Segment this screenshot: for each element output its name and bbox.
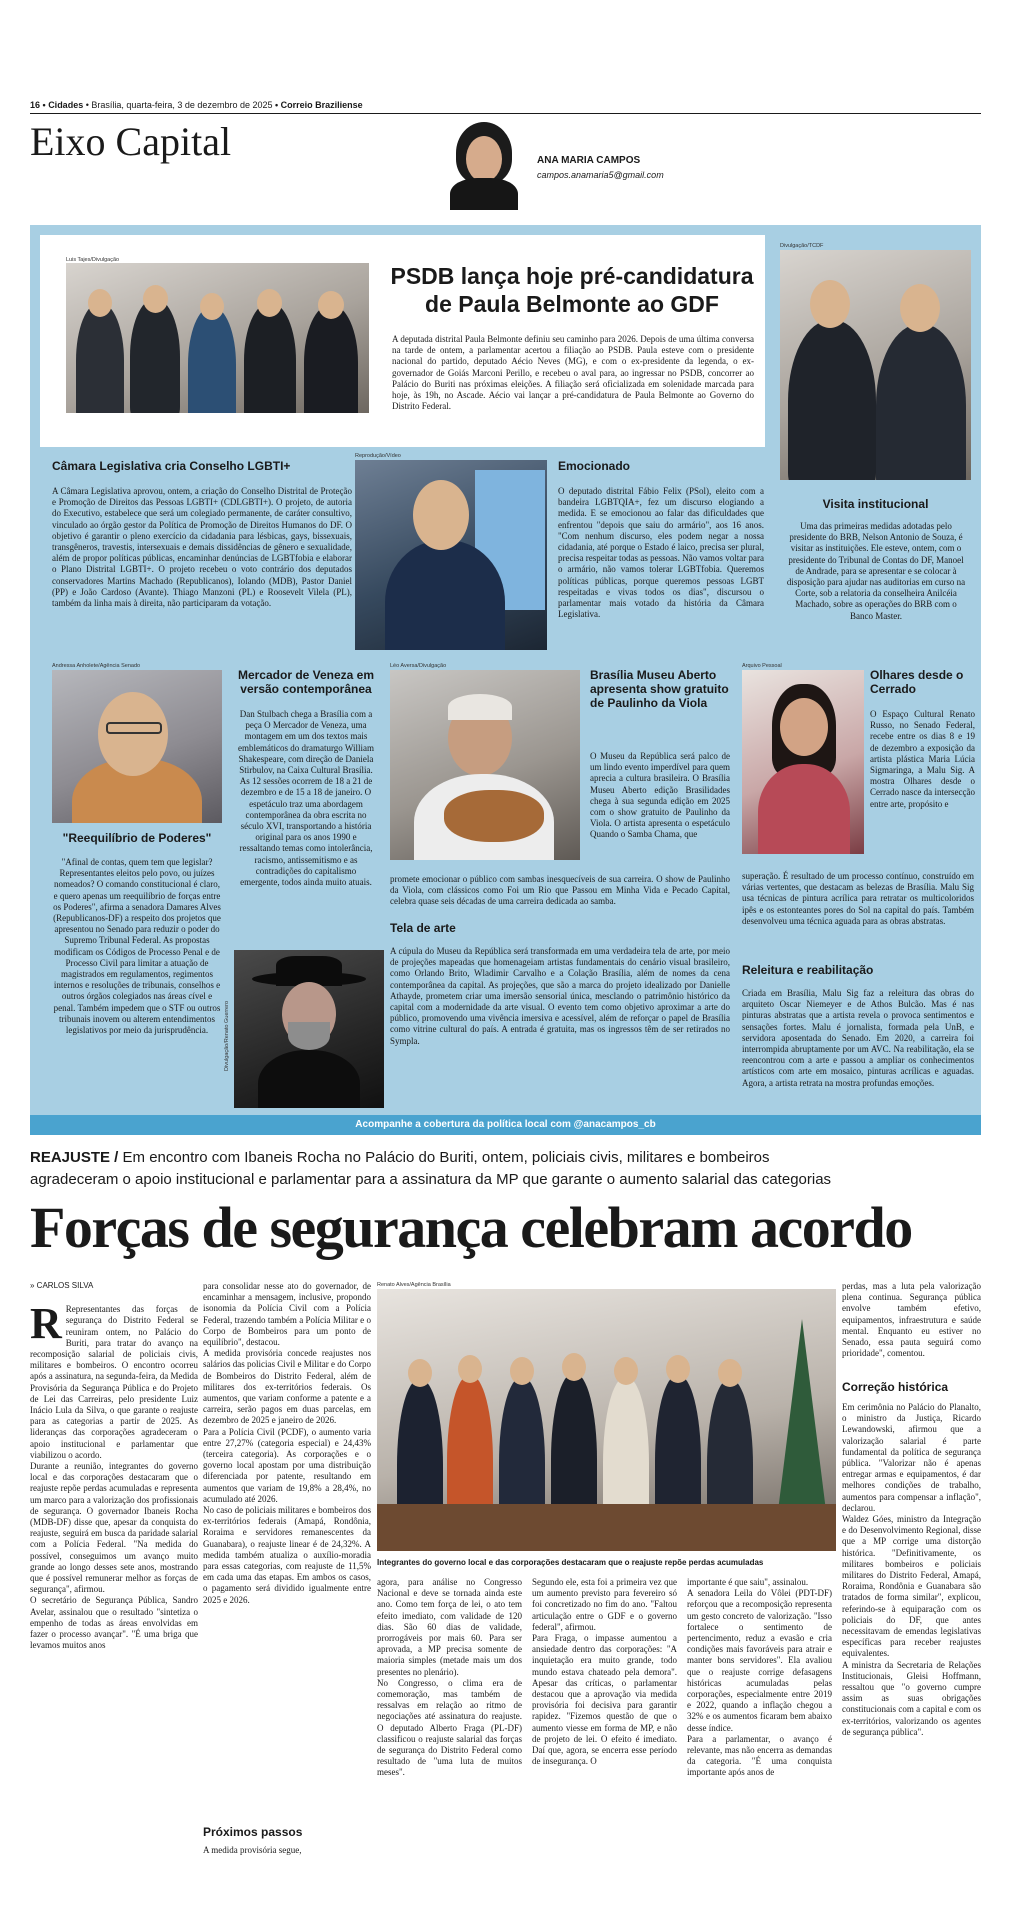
visita-body: Uma das primeiras medidas adotadas pelo presidente do BRB, Nelson Antonio de Souza, é visitar as instituições. Ele esteve, ontem, com o presidente do Tribunal de Contas do DF, Manoel de Andrade, para se apresentar e se colocar à disposição para ajudar nas auditorias em curso na Corte, sob a relatoria da conselheira Anilcéia Machado, sobre as operações do BRB com o Banco Master. xyxy=(786,521,966,621)
photo-credit: Luis Tajes/Divulgação xyxy=(66,257,120,263)
veneza-title: Mercador de Veneza em versão contemporânea xyxy=(237,668,375,696)
lead-headline xyxy=(382,262,762,318)
columnist-portrait xyxy=(438,118,530,210)
columnist-name: ANA MARIA CAMPOS xyxy=(537,155,641,166)
paulinho-body: promete emocionar o público com sambas inesquecíveis de sua carreira. O show de Paulinho da Viola, com clássicos como Foi um Rio que Passou em Minha Vida e Pecado Capital, celebra quase seis décadas de uma carreira dedicada ao samba. xyxy=(390,874,730,907)
camara-title: Câmara Legislativa cria Conselho LGBTI+ xyxy=(52,459,291,473)
lead-headline-line-1: PSDB lança hoje pré-candidatura xyxy=(390,263,754,289)
paper-name: Correio Braziliense xyxy=(280,100,363,110)
tela-body: A cúpula do Museu da República será transformada em uma verdadeira tela de arte, por meio de projeções mapeadas que homenageiam artistas fundamentais do cenário visual brasileiro, como Orlando Brito, Wladimir Carvalho e a Colação Brasília, além de nomes da cena contemporânea da capital. As projeções, que são a marca do projeto idealizado por Danielle Athayde, prometem criar uma imersão sensorial única, mesclando o patrimônio histórico da capital com a modernidade da arte visual. O evento tem como objetivo aproximar a arte do público, promovendo uma vivência imersiva e acessível, além de reforçar o papel de Brasília como vitrine cultural do país. A entrada é gratuita, mas os ingressos têm de ser retirados no Sympla. xyxy=(390,946,730,1046)
lead-headline-line-2: de Paula Belmonte ao GDF xyxy=(425,291,719,317)
emocionado-title: Emocionado xyxy=(558,459,631,473)
reajuste-kicker: REAJUSTE / xyxy=(30,1149,119,1166)
drop-cap: R xyxy=(30,1299,62,1349)
olhares-body-side: O Espaço Cultural Renato Russo, no Senado Federal, recebe entre os dias 8 e 19 de dezembro a exposição da artista plástica Maria Lúcia Sigmaringa, a Malu Sig. A mostra Olhares desde o Cerrado nasce da intersecção entre arte, propósito e xyxy=(870,709,975,809)
social-banner[interactable]: Acompanhe a cobertura da política local com @anacampos_cb xyxy=(30,1115,981,1135)
header-rule xyxy=(30,113,981,114)
visita-title: Visita institucional xyxy=(822,497,929,511)
photo-credit: Arquivo Pessoal xyxy=(742,663,782,669)
page-number: 16 xyxy=(30,100,41,110)
photo-credit: Divulgação/TCDF xyxy=(780,243,824,249)
veneza-body: Dan Stulbach chega a Brasília com a peça O Mercador de Veneza, uma montagem em um dos textos mais emblemáticos do dramaturgo William Shakespeare, com direção de Daniela Stirbulov, na Caixa Cultural Brasília. As 12 sessões ocorrem de 18 a 21 de dezembro e de 15 a 18 de janeiro. O espetáculo traz uma abordagem contemporânea da obra escrita no século XVI, transportando a história original para os anos 1990 e ressaltando temas como intolerância, racismo, antissemitismo e as contradições do capitalismo emergente, todos ainda muito atuais. xyxy=(237,709,375,888)
emocionado-photo xyxy=(355,460,547,650)
reajuste-headline: Forças de segurança celebram acordo xyxy=(30,1195,912,1260)
reajuste-col-2: para consolidar nesse ato do governador, de encaminhar a mensagem, inclusive, propondo isonomia da Polícia Civil com a Polícia Federal, trazendo também a Polícia Militar e o Corpo de Bombeiros para um ponto de equilíbrio", destacou. A medida provisória concede reajustes nos salários das policias Civil e Militar e do Corpo de Bombeiros do Distrito Federal, além de militares dos ex-territórios federais. Os aumentos, que variam conforme a patente e a carreira, serão pagos em duas parcelas, em dezembro de 2025 e janeiro de 2026. Para a Polícia Civil (PCDF), o aumento varia entre 27,27% (categoria especial) e 24,43% (terceira categoria). As corporações e o governo local apostam por uma distribuição diferenciada por patente, resultando em aumentos que variam de 19,8% a 28,4%, no acumulado até 2026. No caso de policiais militares e bombeiros dos ex-territórios federais (Amapá, Rondônia, Roraima e servidores remanescentes da Guanabara), o reajuste linear é de 24,32%. A medida também atualiza o auxílio-moradia para essas categorias, com reajuste de 11,5% em cada uma das etapas. Em ambos os casos, o pagamento será dividido igualmente entre 2025 e 2026. xyxy=(203,1281,371,1605)
dateline: Brasília, quarta-feira, 3 de dezembro de 2025 xyxy=(91,100,273,110)
reajuste-photo xyxy=(377,1289,836,1551)
releitura-body: Criada em Brasília, Malu Sig faz a releitura das obras do arquiteto Oscar Niemeyer e de Athos Bulcão. Mas é nas pinturas abstratas que a artista revela o provoca sentimentos e sensações fortes. Malu é jornalista, formada pela UnB, e servidora aposentada do Senado. Em 2020, a carreira foi interrompida abruptamente por um AVC. Na reabilitação, ela se reencontrou com a arte e passou a ampliar os conhecimentos artísticos com arte em mosaico, pinturas acrílicas e aguadas. Agora, a artista retrata na mostra profundas emoções. xyxy=(742,988,974,1088)
columnist-email[interactable]: campos.anamaria5@gmail.com xyxy=(537,170,664,180)
byline: » CARLOS SILVA xyxy=(30,1281,94,1290)
photo-credit: Renato Alves/Agência Brasília xyxy=(377,1282,451,1288)
photo-credit: Andressa Anholete/Agência Senado xyxy=(52,663,141,669)
reequilibrio-title: "Reequilíbrio de Poderes" xyxy=(62,831,212,845)
reajuste-deck-line-2: agradeceram o apoio institucional e parlamentar para a assinatura da MP que garante o aumento salarial das categorias xyxy=(30,1171,832,1188)
reequilibrio-photo xyxy=(52,670,222,823)
paulinho-title: Brasília Museu Aberto apresenta show gratuito de Paulinho da Viola xyxy=(590,668,729,710)
correcao-body: Em cerimônia no Palácio do Planalto, o ministro da Justiça, Ricardo Lewandowski, afirmou que a valorização salarial é parte fundamental da política de segurança pública. "Valorizar não é apenas entregar armas e equipamentos, é dar melhores condições de trabalho, aumentos para compensar a inflação", declarou. Waldez Góes, ministro da Integração e do Desenvolvimento Regional, disse que a MP corrige uma distorção histórica. "Definitivamente, os militares bombeiros e policiais militares do Distrito Federal, Amapá, Roraima, Rondônia e Guanabara são tratados de forma similar", explicou, referindo-se à equiparação com os policiais do DF, que antes necessitavam de emendas legislativas específicas para receber reajustes equivalentes. A ministra da Secretaria de Relações Institucionais, Gleisi Hoffmann, ressaltou que "o governo cumpre assim as suas obrigações constitucionais com a capital e com os ex-territórios, valorizando os agentes de segurança pública". xyxy=(842,1402,981,1737)
reajuste-col-3: agora, para análise no Congresso Nacional e deve se tornada ainda este ano. Como tem força de lei, o ato tem efeito imediato, com validade de 120 dias. São 60 dias de validade, prorrogáveis por mais 60. Para ser aprovada, a MP precisa somente de maioria simples (metade mais um dos presentes no plenário). No Congresso, o clima era de comemoração, mas também de ressalvas em relação ao ritmo de negociações até assinatura do reajuste. O deputado Alberto Fraga (PL-DF) classificou o reajuste salarial das forças de segurança do Distrito Federal como resultado de "uma luta de muitos meses". xyxy=(377,1577,522,1778)
section-name: Cidades xyxy=(48,100,84,110)
reajuste-deck xyxy=(30,1148,981,1168)
tela-title: Tela de arte xyxy=(390,921,456,935)
photo-credit: Divulgação/Renato Guerrero xyxy=(224,1000,230,1071)
reajuste-col-5: importante é que saiu", assinalou. A senadora Leila do Vôlei (PDT-DF) reforçou que a recomposição representa um gesto concreto de valorização. "Isso fortalece o sentimento de pertencimento, reduz a evasão e cria condições mais favoráveis para atrair e manter bons servidores". Ela avaliou que o reajuste corrige defasagens históricas acumuladas pelas corporações, especialmente entre 2019 e 2022, quando a inflação chegou a 32% e os aumentos ficaram bem abaixo desse índice. Para a parlamentar, o avanço é relevante, mas não encerra as demandas da categoria. "É uma conquista importante após anos de xyxy=(687,1577,832,1778)
reajuste-deck-line-1: Em encontro com Ibaneis Rocha no Palácio do Buriti, ontem, policiais civis, militares e bombeiros xyxy=(122,1149,770,1166)
camara-body: A Câmara Legislativa aprovou, ontem, a criação do Conselho Distrital de Proteção e Promoção de Direitos das Pessoas LGBTI+ (CDLGBTI+). O projeto, de autoria do Executivo, estabelece que será um colegiado permanente, de caráter consultivo, vinculado ao órgão gestor da Política de Promoção de Direitos Humanos do DF. O objetivo é garantir o pleno exercício da cidadania para lésbicas, gays, bissexuais, transgêneros, travestis, intersexuais e demais dissidências de gênero e sexualidade, além de propor políticas públicas, encaminhar denúncias de LGBTfobia e elaborar o Plano Distrital LGBTI+. O projeto recebeu o voto contrário dos deputados conservadores Martins Machado (Republicanos), Iolando (MDB), Pastor Daniel (PP) e João Cardoso (Avante). Thiago Manzoni (PL) e Roosevelt Vilela (PL), também da linha mais à direita, não participaram da votação. xyxy=(52,486,352,609)
reequilibrio-body: "Afinal de contas, quem tem que legislar? Representantes eleitos pelo povo, ou juízes nomeados? O comando constitucional é claro, e quero apenas um reequilíbrio de forças entre os Poderes", afirma a senadora Damares Alves (Republicanos-DF) a respeito dos projetos que apresentou no Senado para reduzir o poder do Supremo Tribunal Federal. As propostas modificam os Códigos de Processo Penal e de Processo Civil para limitar a atuação de magistrados em regulamentos, regimentos internos e resoluções de tribunais, conselhos e outros órgãos colegiados nas áreas cível e penal. Também impedem que o STF ou outros tribunais inovem ou alterem entendimentos legislativos por meio da jurisprudência. xyxy=(53,857,221,1036)
visita-photo xyxy=(780,250,971,480)
reajuste-col-1-text: Representantes das forças de segurança do Distrito Federal se reuniram ontem, no Palácio do Buriti, para tratar do avanço na recomposição salarial de policiais civis, militares e bombeiros. O encontro ocorreu após a assinatura, na segunda-feira, da Medida Provisória da Segurança Pública e do Projeto de Lei das Carreiras, pelo presidente Luiz Inácio Lula da Silva, o que garante o reajuste para as categorias a partir de 2025. As lideranças das corporações agradeceram o apoio institucional e parlamentar que viabilizou o acordo. Durante a reunião, integrantes do governo local e das corporações destacaram que o reajuste repõe perdas acumuladas e representa um marco para a valorização dos profissionais de segurança. O governador Ibaneis Rocha (MDB-DF) disse que, apesar da conquista do reajuste, seguirá em busca da paridade salarial com a Polícia Federal. "Na medida do possível, conseguimos um avanço muito grande ao longo desses sete anos, mostrando que é possível remunerar melhor as forças de segurança", afirmou. O secretário de Segurança Pública, Sandro Avelar, assinalou que o resultado "sintetiza o empenho de todas as áreas envolvidas em fazer o processo avançar". "É uma briga que levamos muitos anos xyxy=(30,1304,198,1651)
proximos-body: A medida provisória segue, xyxy=(203,1845,302,1855)
olhares-title: Olhares desde o Cerrado xyxy=(870,668,964,696)
reajuste-col-4: Segundo ele, esta foi a primeira vez que um aumento previsto para fevereiro só foi concretizado no fim do ano. "Faltou articulação entre o GDF e o governo federal", afirmou. Para Fraga, o impasse aumentou a ansiedade dentro das corporações: "A inquietação era muito grande, todo mundo estava chateado pela demora". Apesar das críticas, o parlamentar destacou que a aprovação via medida provisória foi decisiva para garantir rapidez. "Fizemos questão de que o aumento viesse em forma de MP, e não de projeto de lei. O efeito é imediato. Daí que, agora, se encerra esse período de insegurança. O xyxy=(532,1577,677,1767)
proximos-title: Próximos passos xyxy=(203,1825,303,1839)
photo-caption: Integrantes do governo local e das corporações destacaram que o reajuste repõe perdas acumuladas xyxy=(377,1558,764,1567)
olhares-photo xyxy=(742,670,864,854)
paulinho-body-side: O Museu da República será palco de um lindo evento imperdível para quem aprecia a cultura brasileira. O Brasília Museu Aberto edição Brasilidades chega à sua segunda edição em 2025 com o show gratuito de Paulinho da Viola. O artista apresenta o espetáculo Quando o Samba Chama, que xyxy=(590,751,730,840)
lead-body: A deputada distrital Paula Belmonte definiu seu caminho para 2026. Depois de uma última conversa na tarde de ontem, a parlamentar acertou a filiação ao PSDB. Paula esteve com o presidente nacional do partido, deputado Aécio Neves (MG), e com o ex-presidente da legenda, o ex-governador de Goiás Marconi Perillo, e recebeu o aval para, ao ingressar no PSDB, concorrer ao Palácio do Buriti nas próximas eleições. A filiação será oficializada em solenidade marcada para hoje, às 19h, no Ascade. Aécio vai lançar a pré-candidatura de Paula Belmonte ao Governo do Distrito Federal. xyxy=(392,334,754,412)
veneza-photo xyxy=(234,950,384,1108)
olhares-body: superação. É resultado de um processo contínuo, construído em várias vertentes, que destacam as belezas de Brasília. Malu Sig usa técnicas de pintura acrílica para retratar os multicoloridos ipês e os estonteantes pores do Sol na capital do país. Também desenvolveu uma técnica aguada para as obras abstratas. xyxy=(742,871,974,926)
lead-photo xyxy=(66,263,369,413)
correcao-title: Correção histórica xyxy=(842,1380,949,1394)
releitura-title: Releitura e reabilitação xyxy=(742,963,874,977)
reajuste-col-1 xyxy=(30,1293,198,1652)
reajuste-col-6: perdas, mas a luta pela valorização plena continua. Segurança pública envolve também efetivo, equipamentos, infraestrutura e saúde mental. Enquanto eu estiver no Senado, essa pauta seguirá como prioridade", comentou. xyxy=(842,1281,981,1359)
paulinho-photo xyxy=(390,670,580,860)
folio: 16 • Cidades • Brasília, quarta-feira, 3 de dezembro de 2025 • Correio Braziliense xyxy=(30,100,363,110)
column-title: Eixo Capital xyxy=(30,119,232,164)
photo-credit: Reprodução/Vídeo xyxy=(355,453,401,459)
photo-credit: Léo Aversa/Divulgação xyxy=(390,663,447,669)
emocionado-body: O deputado distrital Fábio Felix (PSol), eleito com a bandeira LGBTQIA+, fez um discurso elogiando a medida. E se emocionou ao falar das dificuldades que enfrentou "depois que saiu do armário", aos 16 anos. "Com nenhum discurso, eles podem negar a nossa cidadania, até porque o Estado é laico, precisa ser plural, precisa respeitar todas as pessoas. Não vamos voltar para o armário, não vamos tolerar LGBTfobia. Queremos políticas públicas, porque queremos pessoas LGBT respeitadas e vivas todos os dias", discursou o parlamentar mais votado da história da Câmara Legislativa. xyxy=(558,486,764,620)
